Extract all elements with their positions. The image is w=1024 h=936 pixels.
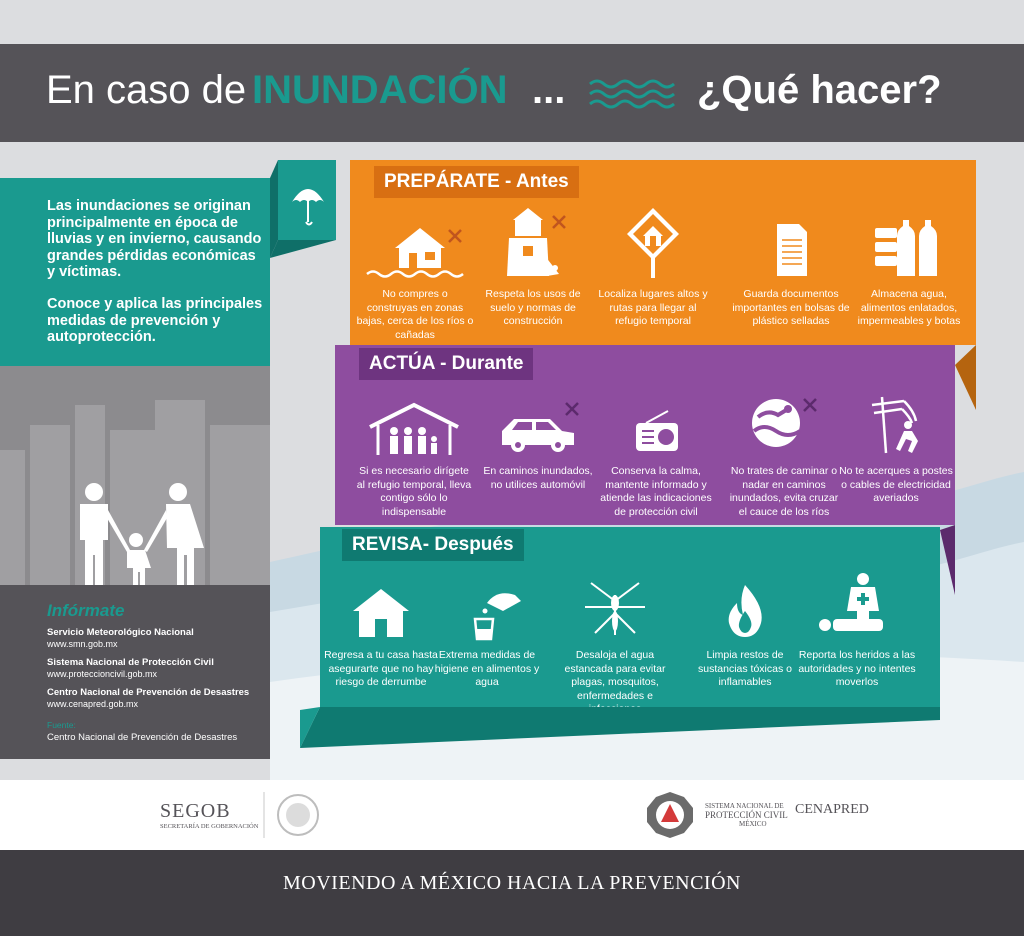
refuge-sign-icon [603,206,703,280]
intro-text: Las inundaciones se originan principalmente en época de lluvias y en invierno, causando grandes pérdidas económicas y víctimas. [47,198,262,280]
before-item-1 [356,218,474,342]
water-glass-icon [437,585,537,641]
segob-logo [160,800,258,830]
before-item-4 [732,218,850,329]
after-item-1 [322,585,440,690]
section-after-label: REVISA- Después [342,529,524,561]
swimmer-icon [734,395,834,457]
info-item-sinaproc [47,657,270,680]
collapsed-house-icon [483,206,583,280]
cenapred-subtitle: SISTEMA NACIONAL DE PROTECCIÓN CIVIL MÉXICO [705,802,788,828]
cenapred-emblem-icon [645,790,695,840]
title-question: ¿Qué hacer? [697,68,942,112]
mosquito-icon [565,577,665,641]
info-panel [0,585,270,759]
item-text: Extrema medidas de higiene en alimentos y agua [434,649,540,688]
section-during-label: ACTÚA - Durante [359,348,533,380]
section-ribbon [300,700,960,760]
title-prefix: En caso de [46,68,247,112]
header-bar [0,44,1024,142]
car-icon [488,401,588,457]
section-before [350,160,976,345]
after-item-5 [798,571,916,690]
during-item-2 [479,401,597,492]
document-icon [741,218,841,280]
logo-bar [0,780,1024,850]
section-during [335,345,955,525]
item-text: Si es necesario dirígete al refugio temporal, lleva contigo sólo lo indispensable [356,465,472,518]
intro-panel [0,178,270,366]
info-item-name: Sistema Nacional de Protección Civil [47,657,214,668]
waves-icon [588,78,678,110]
coat-of-arms-icon [262,788,326,842]
info-item-name: Centro Nacional de Prevención de Desastres [47,687,250,698]
item-text: Reporta los heridos a las autoridades y no intentes moverlos [798,649,916,688]
cenapred-name: CENAPRED [795,802,869,817]
item-text: Respeta los usos de suelo y normas de construcción [485,288,581,327]
during-item-4 [725,395,843,519]
during-item-1 [355,401,473,519]
flame-icon [695,581,795,641]
injured-person-icon [807,571,907,641]
before-item-5 [850,206,968,329]
before-item-2 [474,206,592,329]
title-keyword: INUNDACIÓN [252,68,508,112]
segob-name: SEGOB [160,800,231,822]
item-text: Regresa a tu casa hasta asegurarte que no hay riesgo de derrumbe [324,649,438,688]
item-text: Guarda documentos importantes en bolsas de plástico selladas [732,288,850,327]
shelter-family-icon [364,401,464,457]
item-text: Desaloja el agua estancada para evitar plagas, mosquitos, enfermedades e [564,649,666,702]
source-value: Centro Nacional de Prevención de Desastres [47,732,238,743]
item-text: Localiza lugares altos y rutas para llegar al refugio temporal [598,288,708,327]
during-item-3 [597,401,715,519]
item-text: Limpia restos de sustancias tóxicas o inflamables [698,649,792,688]
item-text: Conserva la calma, mantente informado y atiende las indicaciones de protección civil [600,465,712,518]
info-item-url[interactable]: www.cenapred.gob.mx [47,699,139,709]
title-ellipsis: ... [532,68,566,112]
umbrella-flag [270,160,340,260]
item-text: No te acerques a postes o cables de electricidad averiados [839,465,953,504]
section-after [320,527,940,707]
segob-subtitle: SECRETARÍA DE GOBERNACIÓN [160,823,259,830]
after-item-3 [556,577,674,717]
info-item-name: Servicio Meteorológico Nacional [47,627,194,638]
source-label: Fuente: [47,720,76,730]
info-item-cenapred [47,687,270,710]
item-text: En caminos inundados, no utilices automóvil [483,465,593,491]
info-item-smn [47,627,270,650]
footer-slogan: MOVIENDO A MÉXICO HACIA LA PREVENCIÓN [283,872,741,894]
during-item-5 [837,395,955,506]
radio-icon [606,401,706,457]
water-bottles-icon [859,206,959,280]
before-item-3 [594,206,712,329]
info-title: Infórmate [47,601,125,620]
power-pole-icon [846,395,946,457]
info-item-url[interactable]: www.smn.gob.mx [47,639,118,649]
after-item-4 [686,581,804,690]
intro-call-to-action: Conoce y aplica las principales medidas de prevención y autoprotección. [47,296,263,345]
item-text: No compres o construyas en zonas bajas, cerca de los ríos o cañadas [356,288,474,341]
info-item-url[interactable]: www.proteccioncivil.gob.mx [47,669,158,679]
item-text: Almacena agua, alimentos enlatados, impermeables y botas [857,288,961,327]
item-text: No trates de caminar o nadar en caminos inundados, evita cruzar el cauce de los ríos [729,465,839,518]
after-item-2 [428,585,546,690]
house-flood-icon [365,218,465,280]
section-before-label: PREPÁRATE - Antes [374,166,579,198]
home-icon [331,585,431,641]
footer-bar [0,850,1024,936]
family-icon [70,480,210,590]
